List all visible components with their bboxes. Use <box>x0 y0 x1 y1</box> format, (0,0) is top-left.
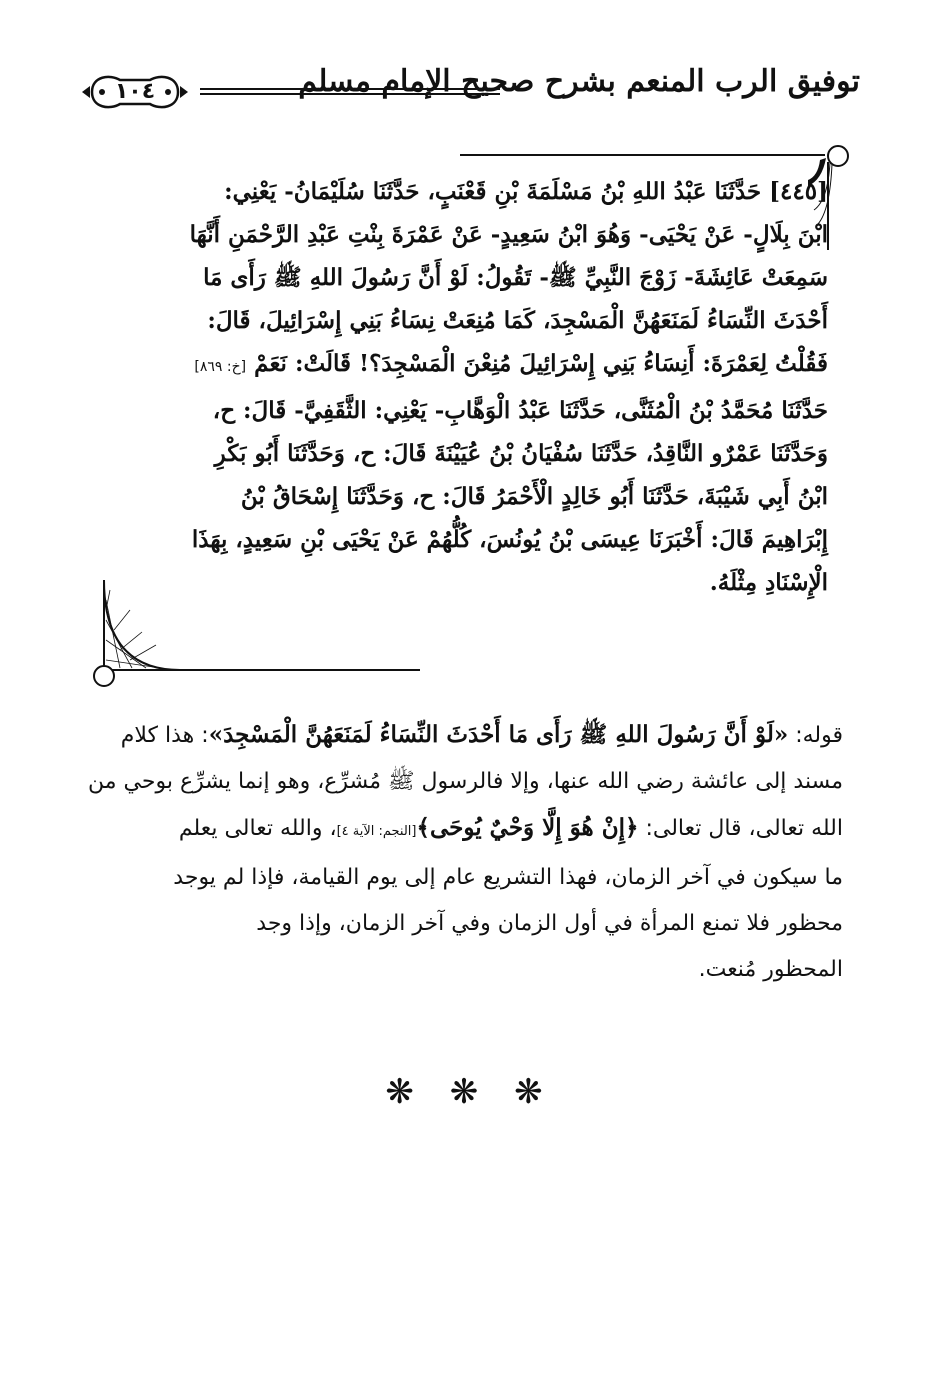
commentary-text-part: ، والله تعالى يعلم <box>178 816 337 841</box>
section-separator: ❋ ❋ ❋ <box>385 1072 555 1112</box>
commentary-intro: قوله: <box>788 723 843 748</box>
commentary-text <box>88 712 843 993</box>
page-number: ١٠٤ <box>114 79 156 104</box>
commentary-line: المحظور مُنعت. <box>698 957 843 982</box>
page-header <box>80 62 860 122</box>
quran-reference: [النجم: الآية ٤] <box>336 824 417 839</box>
hadith-line: ابْنُ أَبِي شَيْبَةَ، حَدَّثَنَا أَبُو خَالِدٍ الْأَحْمَرُ قَالَ: ح، وَحَدَّثَنَا إِسْحَاقُ بْنُ <box>240 483 828 510</box>
hadith-line: [٤٤٥] حَدَّثَنَا عَبْدُ اللهِ بْنُ مَسْلَمَةَ بْنِ قَعْنَبٍ، حَدَّثَنَا سُلَيْمَانُ- يَعْنِي: <box>224 178 828 205</box>
hadith-line: سَمِعَتْ عَائِشَةَ- زَوْجَ النَّبِيِّ ﷺ- تَقُولُ: لَوْ أَنَّ رَسُولَ اللهِ ﷺ رَأَى مَا <box>203 264 828 291</box>
hadith-line: إِبْرَاهِيمَ قَالَ: أَخْبَرَنَا عِيسَى بْنُ يُونُسَ، كُلُّهُمْ عَنْ يَحْيَى بْنِ سَعِيدٍ، بِهَذَا <box>191 526 828 553</box>
hadith-line: فَقُلْتُ لِعَمْرَةَ: أَنِسَاءُ بَنِي إِسْرَائِيلَ مُنِعْنَ الْمَسْجِدَ؟! قَالَتْ: نَعَمْ <box>254 350 828 377</box>
hadith-quote: «لَوْ أَنَّ رَسُولَ اللهِ ﷺ رَأَى مَا أَحْدَثَ النِّسَاءُ لَمَنَعَهُنَّ الْمَسْجِدَ» <box>208 721 789 748</box>
hadith-line: ابْنَ بِلَالٍ- عَنْ يَحْيَى- وَهُوَ ابْنُ سَعِيدٍ- عَنْ عَمْرَةَ بِنْتِ عَبْدِ الرَّحْمَنِ أَنَّهَا <box>189 221 828 248</box>
book-title: توفيق الرب المنعم بشرح صحيح الإمام مسلم <box>298 64 860 99</box>
hadith-text <box>118 170 828 604</box>
quran-quote: ﴿إِنْ هُوَ إِلَّا وَحْيٌ يُوحَى﴾ <box>416 814 639 841</box>
commentary-line <box>88 712 843 759</box>
hadith-line: حَدَّثَنَا مُحَمَّدُ بْنُ الْمُثَنَّى، حَدَّثَنَا عَبْدُ الْوَهَّابِ- يَعْنِي: الثَّقَفِيَّ- قَالَ: ح، <box>212 397 828 424</box>
hadith-line: وَحَدَّثَنَا عَمْرٌو النَّاقِدُ، حَدَّثَنَا سُفْيَانُ بْنُ عُيَيْنَةَ قَالَ: ح، وَحَدَّثَنَا أَبُو بَكْرِ <box>214 440 828 467</box>
commentary-text-part: الله تعالى، قال تعالى: <box>638 816 843 841</box>
commentary-line: محظور فلا تمنع المرأة في أول الزمان وفي آخر الزمان، وإذا وجد <box>256 911 843 936</box>
header-rule <box>200 88 500 95</box>
commentary-line: مسند إلى عائشة رضي الله عنها، وإلا فالرسول ﷺ مُشرِّع، وهو إنما يشرِّع بوحي من <box>88 769 843 794</box>
hadith-line: الْإِسْنَادِ مِثْلَهُ. <box>709 569 828 596</box>
commentary-line <box>88 805 843 855</box>
page-number-ornament <box>80 70 190 114</box>
hadith-line-with-ref <box>118 342 828 389</box>
hadith-line: أَحْدَثَ النِّسَاءُ لَمَنَعَهُنَّ الْمَسْجِدَ، كَمَا مُنِعَتْ نِسَاءُ بَنِي إِسْرَائِيلَ، قَالَ: <box>207 307 828 334</box>
bukhari-reference: [خ: ٨٦٩] <box>194 359 247 375</box>
commentary-text-part: : هذا كلام <box>120 723 209 748</box>
commentary-line: ما سيكون في آخر الزمان، فهذا التشريع عام إلى يوم القيامة، فإذا لم يوجد <box>173 865 843 890</box>
